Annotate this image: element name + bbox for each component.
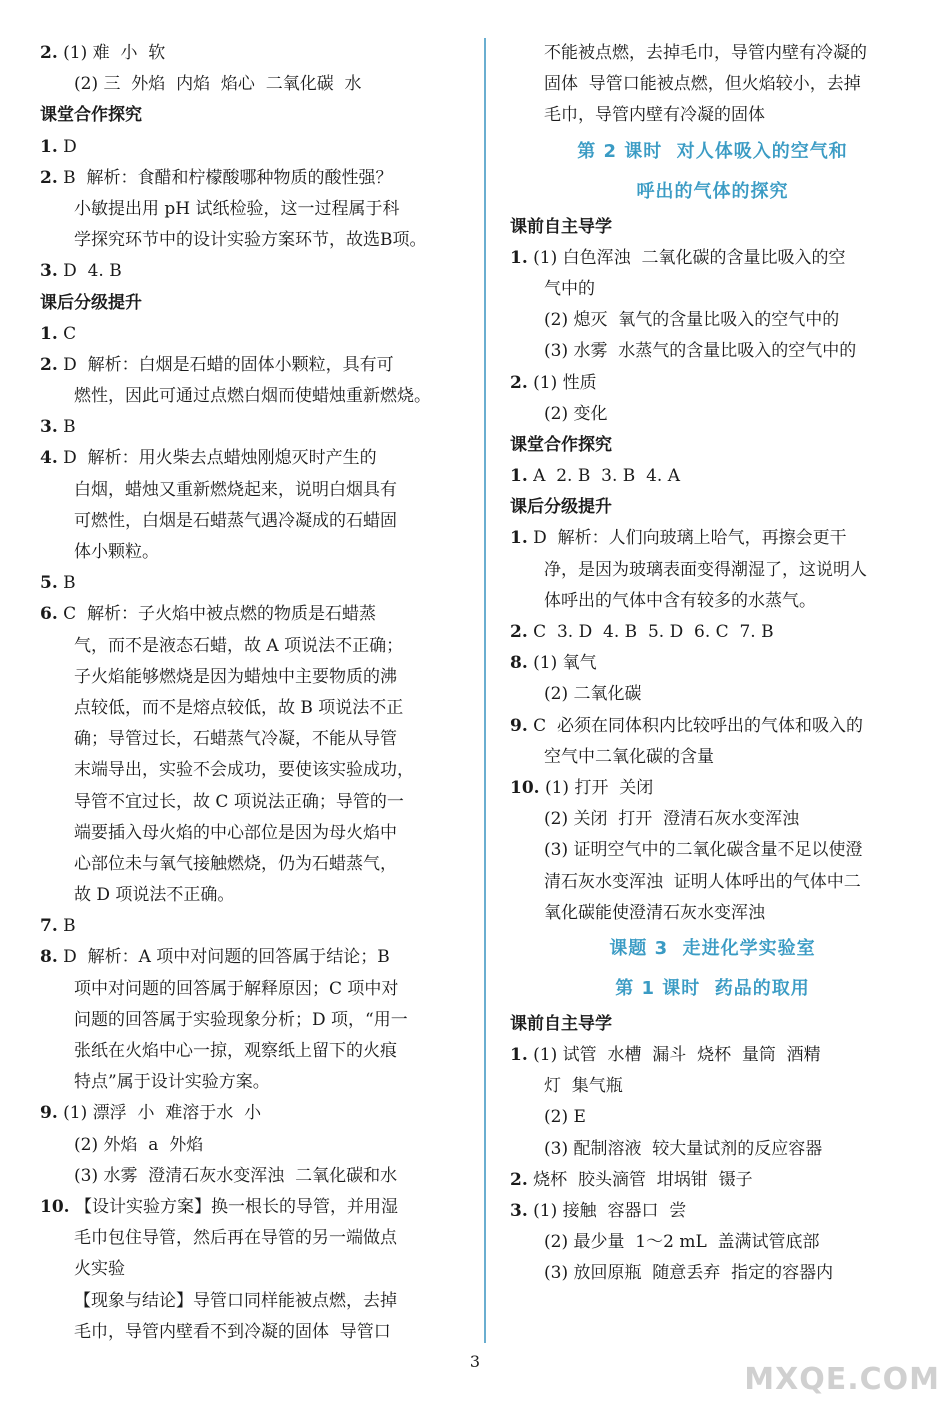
answer-item — [40, 350, 460, 381]
watermark-logo: MXQE.COM — [744, 1362, 940, 1397]
answer-item — [40, 911, 460, 942]
answer-item — [510, 1165, 915, 1196]
answer-continuation: 可燃性，白烟是石蜡蒸气遇冷凝成的石蜡固 — [74, 510, 397, 531]
answer-item — [510, 773, 915, 804]
item-text: (1) 白色浑浊 二氧化碳的含量比吸入的空 — [533, 247, 846, 268]
item-number: 7. — [40, 916, 58, 937]
answer-item — [510, 711, 915, 742]
section-heading: 课前自主导学 — [510, 1013, 612, 1034]
item-text: (1) 接触 容器口 尝 — [533, 1201, 687, 1221]
answer-continuation: 空气中二氧化碳的含量 — [544, 746, 714, 767]
item-number: 1. — [40, 136, 58, 157]
answer-continuation: 确；导管过长，石蜡蒸气冷凝，不能从导管 — [74, 729, 397, 750]
lesson-title: 第 1 课时 药品的取用 — [615, 977, 810, 999]
answer-item — [510, 1196, 915, 1227]
lesson-title: 课题 3 走进化学实验室 — [609, 937, 816, 959]
answer-continuation: 导管不宜过长，故 C 项说法正确；导管的一 — [74, 791, 404, 812]
answer-continuation: (3) 水雾 水蒸气的含量比吸入的空气中的 — [544, 341, 857, 362]
answer-item — [40, 599, 460, 630]
item-text: 烧杯 胶头滴管 坩埚钳 镊子 — [533, 1169, 753, 1190]
item-number: 5. — [40, 573, 58, 594]
item-number: 1. — [510, 1045, 528, 1066]
section-heading: 课堂合作探究 — [40, 105, 142, 126]
item-number: 9. — [40, 1103, 58, 1124]
answer-continuation: 问题的回答属于实验现象分析；D 项，“用一 — [74, 1009, 408, 1030]
answer-item — [510, 243, 915, 274]
answer-continuation: 特点”属于设计实验方案。 — [74, 1072, 270, 1093]
item-number: 1. — [510, 528, 528, 549]
item-text: (1) 性质 — [533, 372, 597, 393]
item-number: 4. — [40, 448, 58, 469]
item-number: 3. — [40, 417, 58, 438]
item-text: D — [63, 136, 77, 157]
section-heading: 课后分级提升 — [40, 292, 142, 313]
answer-item — [510, 523, 915, 554]
answer-continuation: 火实验 — [74, 1259, 125, 1280]
answer-item — [510, 648, 915, 679]
answer-continuation: 体小颗粒。 — [74, 542, 159, 562]
item-text: (1) 难 小 软 — [63, 43, 166, 63]
answer-continuation: 张纸在火焰中心一掠，观察纸上留下的火痕 — [74, 1041, 397, 1061]
item-text: C — [63, 323, 77, 344]
column-divider — [484, 38, 486, 1343]
item-text: D 4. B — [63, 261, 122, 282]
answer-item — [40, 412, 460, 443]
answer-continuation: 白烟，蜡烛又重新燃烧起来，说明白烟具有 — [74, 479, 397, 500]
answer-item — [510, 368, 915, 399]
answer-continuation: 毛巾，导管内壁看不到冷凝的固体 导管口 — [74, 1321, 391, 1342]
answer-continuation: 端要插入母火焰的中心部位是因为母火焰中 — [74, 822, 397, 843]
answer-continuation: 末端导出，实验不会成功，要使该实验成功， — [74, 760, 414, 781]
item-text: A 2. B 3. B 4. A — [533, 466, 680, 487]
item-text: D 解析：人们向玻璃上哈气，再擦会更干 — [533, 528, 847, 549]
item-number: 2. — [510, 372, 528, 393]
item-number: 3. — [40, 261, 58, 282]
answer-continuation: (3) 证明空气中的二氧化碳含量不足以使澄 — [544, 840, 863, 861]
item-text: B — [63, 916, 76, 937]
answer-continuation: 气，而不是液态石蜡，故 A 项说法不正确； — [74, 635, 404, 656]
answer-continuation: 净，是因为玻璃表面变得潮湿了，这说明人 — [544, 559, 867, 580]
answer-continuation: (2) E — [544, 1107, 586, 1128]
item-number: 1. — [510, 466, 528, 487]
answer-continuation: 燃性，因此可通过点燃白烟而使蜡烛重新燃烧。 — [74, 386, 431, 407]
answer-item — [40, 163, 460, 194]
item-text: B 解析：食醋和柠檬酸哪种物质的酸性强？ — [63, 167, 393, 188]
answer-continuation: 体呼出的气体中含有较多的水蒸气。 — [544, 590, 816, 611]
answer-item — [510, 1040, 915, 1071]
section-heading: 课堂合作探究 — [510, 434, 612, 455]
left-column — [40, 38, 460, 1348]
answer-continuation: 毛巾包住导管，然后再在导管的另一端做点 — [74, 1228, 397, 1249]
answer-item — [40, 132, 460, 163]
answer-item — [40, 942, 460, 973]
item-number: 1. — [510, 247, 528, 268]
item-number: 8. — [510, 653, 528, 674]
item-text: (1) 打开 关闭 — [544, 777, 654, 798]
answer-continuation: (3) 配制溶液 较大量试剂的反应容器 — [544, 1138, 823, 1159]
answer-continuation: 不能被点燃，去掉毛巾，导管内壁有冷凝的 — [544, 43, 867, 63]
section-heading: 课后分级提升 — [510, 497, 612, 518]
answer-continuation: 气中的 — [544, 278, 595, 299]
answer-continuation: (2) 外焰 a 外焰 — [74, 1134, 204, 1155]
item-number: 10. — [40, 1196, 70, 1217]
answer-continuation: (2) 变化 — [544, 403, 608, 424]
item-number: 2. — [40, 354, 58, 375]
item-number: 2. — [40, 167, 58, 188]
item-text: 【设计实验方案】换一根长的导管，并用湿 — [74, 1196, 398, 1217]
answer-continuation: 【现象与结论】导管口同样能被点燃，去掉 — [74, 1290, 397, 1311]
item-text: C 必须在同体积内比较呼出的气体和吸入的 — [533, 715, 863, 736]
right-column — [510, 38, 915, 1290]
answer-continuation: (3) 水雾 澄清石灰水变浑浊 二氧化碳和水 — [74, 1165, 398, 1186]
answer-continuation: 项中对问题的回答属于解释原因；C 项中对 — [74, 978, 399, 999]
answer-continuation: 心部位未与氧气接触燃烧，仍为石蜡蒸气， — [74, 853, 397, 874]
item-text: D 解析：A 项中对问题的回答属于结论；B — [63, 947, 390, 968]
answer-item — [40, 1192, 460, 1223]
answer-item — [510, 617, 915, 648]
lesson-title: 第 2 课时 对人体吸入的空气和 — [577, 140, 848, 162]
item-text: C 3. D 4. B 5. D 6. C 7. B — [533, 622, 774, 642]
item-number: 1. — [40, 323, 58, 344]
answer-continuation: 子火焰能够燃烧是因为蜡烛中主要物质的沸 — [74, 666, 397, 687]
answer-continuation: 毛巾，导管内壁有冷凝的固体 — [544, 105, 765, 126]
item-number: 9. — [510, 715, 528, 736]
item-number: 6. — [40, 604, 58, 625]
item-text: (1) 氧气 — [533, 653, 597, 674]
answer-item — [40, 568, 460, 599]
answer-item — [40, 1098, 460, 1129]
answer-continuation: 小敏提出用 pH 试纸检验，这一过程属于科 — [74, 198, 400, 219]
item-number: 10. — [510, 777, 540, 798]
answer-continuation: 学探究环节中的设计实验方案环节，故选B项。 — [74, 230, 427, 251]
answer-continuation: 灯 集气瓶 — [544, 1076, 623, 1097]
item-text: C 解析：子火焰中被点燃的物质是石蜡蒸 — [63, 604, 376, 625]
item-text: B — [63, 573, 76, 594]
answer-continuation: (2) 最少量 1～2 mL 盖满试管底部 — [544, 1232, 820, 1253]
item-text: (1) 漂浮 小 难溶于水 小 — [63, 1103, 262, 1124]
item-number: 3. — [510, 1201, 528, 1221]
answer-continuation: 氧化碳能使澄清石灰水变浑浊 — [544, 902, 765, 923]
answer-item — [40, 38, 460, 69]
answer-item — [40, 319, 460, 350]
item-number: 8. — [40, 947, 58, 968]
answer-continuation: (2) 关闭 打开 澄清石灰水变浑浊 — [544, 809, 800, 830]
item-number: 2. — [510, 1169, 528, 1190]
answer-continuation: 清石灰水变浑浊 证明人体呼出的气体中二 — [544, 871, 861, 892]
page-number: 3 — [469, 1352, 481, 1371]
item-text: D 解析：白烟是石蜡的固体小颗粒，具有可 — [63, 354, 394, 375]
answer-continuation: (2) 二氧化碳 — [544, 684, 642, 705]
answer-continuation: 故 D 项说法不正确。 — [74, 885, 235, 906]
item-text: D 解析：用火柴去点蜡烛刚熄灭时产生的 — [63, 448, 377, 469]
section-heading: 课前自主导学 — [510, 216, 612, 237]
answer-item — [40, 443, 460, 474]
item-number: 2. — [40, 43, 58, 63]
answer-continuation: 固体 导管口能被点燃，但火焰较小，去掉 — [544, 74, 861, 95]
answer-continuation: 点较低，而不是熔点较低，故 B 项说法不正 — [74, 697, 404, 718]
item-text: (1) 试管 水槽 漏斗 烧杯 量筒 酒精 — [533, 1045, 821, 1066]
answer-continuation: (3) 放回原瓶 随意丢弃 指定的容器内 — [544, 1263, 834, 1284]
answer-continuation: (2) 三 外焰 内焰 焰心 二氧化碳 水 — [74, 74, 362, 95]
answer-item — [40, 256, 460, 287]
lesson-title: 呼出的气体的探究 — [636, 180, 789, 202]
answer-item — [510, 461, 915, 492]
item-number: 2. — [510, 622, 528, 642]
answer-continuation: (2) 熄灭 氧气的含量比吸入的空气中的 — [544, 310, 840, 331]
item-text: B — [63, 417, 76, 438]
